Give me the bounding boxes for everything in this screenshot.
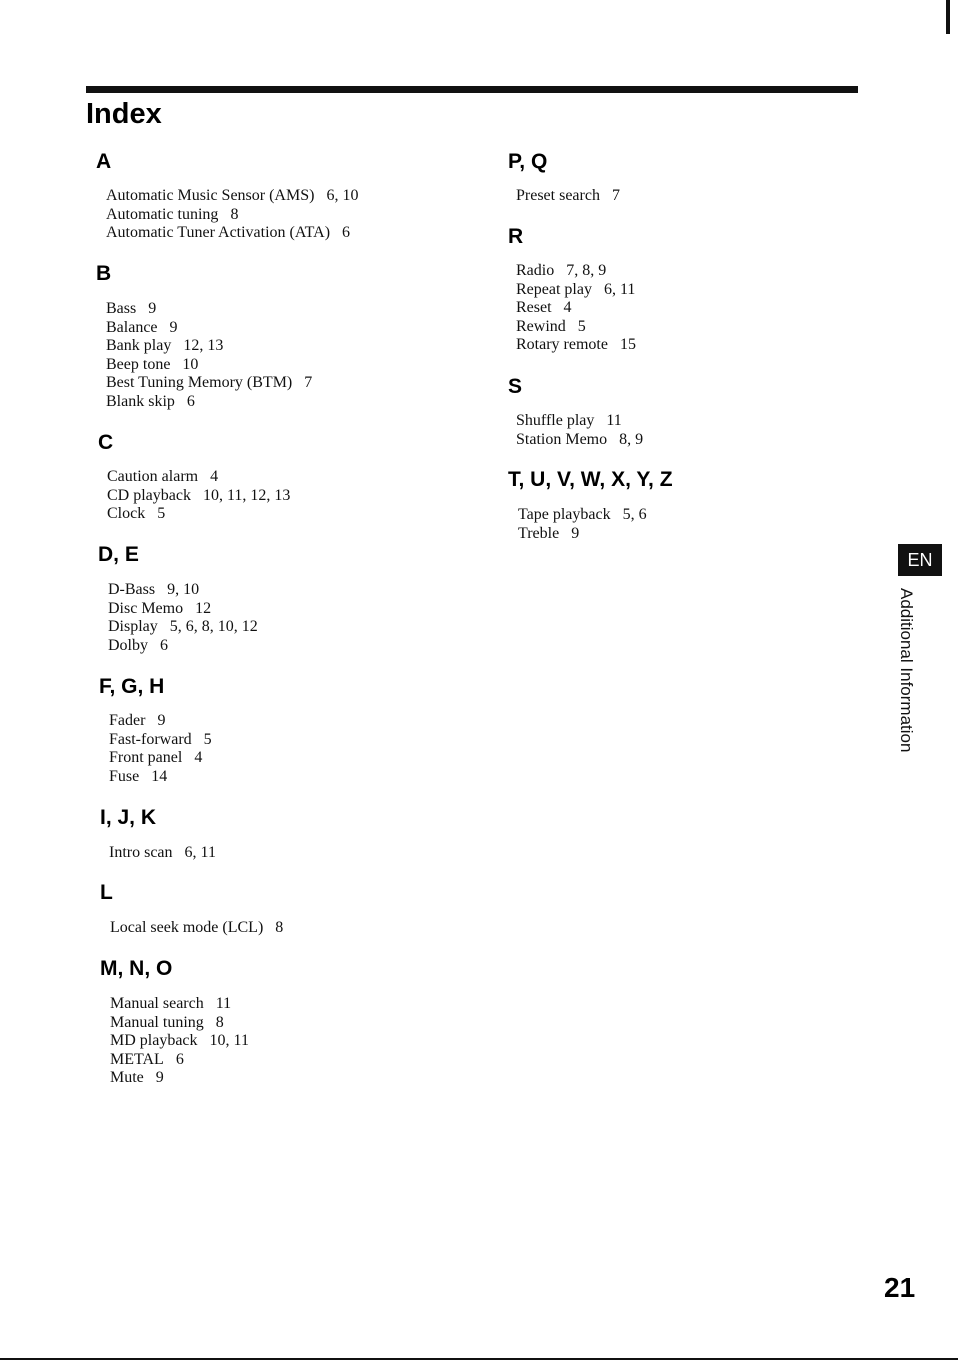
index-entry xyxy=(106,300,312,319)
index-entry xyxy=(106,393,312,412)
entry-pages: 12, 13 xyxy=(183,337,224,355)
entry-term: MD playback xyxy=(110,1032,198,1050)
index-entry xyxy=(106,337,312,356)
entry-term: METAL xyxy=(110,1050,164,1068)
entry-term: Blank skip xyxy=(106,392,175,410)
entry-term: Preset search xyxy=(516,187,600,204)
entry-term: Bank play xyxy=(106,337,172,355)
entry-term: Automatic tuning xyxy=(106,205,219,223)
section-entries xyxy=(106,187,358,243)
index-entry xyxy=(107,468,290,487)
entry-pages: 9 xyxy=(148,300,157,317)
index-entry xyxy=(516,281,636,300)
entry-term: Manual tuning xyxy=(110,1013,204,1031)
entry-pages: 4 xyxy=(194,749,203,767)
entry-pages: 4 xyxy=(563,299,572,317)
index-entry xyxy=(516,187,620,206)
index-entry xyxy=(110,1069,249,1088)
entry-term: Clock xyxy=(107,505,146,523)
section-entries xyxy=(516,187,620,206)
entry-pages: 15 xyxy=(619,336,636,354)
entry-pages: 6, 10 xyxy=(326,187,359,204)
entry-pages: 6, 11 xyxy=(184,844,216,861)
index-entry xyxy=(516,299,636,318)
index-entry xyxy=(108,618,258,637)
section-heading: A xyxy=(96,150,112,173)
index-entry xyxy=(108,637,258,656)
section-entries xyxy=(108,581,258,655)
index-entry xyxy=(106,356,312,375)
index-entry xyxy=(107,505,290,524)
section-entries xyxy=(110,995,249,1088)
section-heading: T, U, V, W, X, Y, Z xyxy=(508,468,673,491)
section-entries xyxy=(109,844,216,863)
index-entry xyxy=(108,581,258,600)
index-entry xyxy=(516,336,636,355)
section-heading: S xyxy=(508,375,523,398)
entry-pages: 9 xyxy=(157,712,166,729)
entry-term: Treble xyxy=(518,524,560,542)
index-entry xyxy=(106,319,312,338)
index-entry xyxy=(106,206,358,225)
section-heading: D, E xyxy=(98,543,139,566)
entry-term: Balance xyxy=(106,318,158,336)
index-entry xyxy=(109,712,212,731)
entry-pages: 12 xyxy=(195,599,212,617)
entry-pages: 7 xyxy=(304,374,313,392)
section-heading: C xyxy=(98,431,114,454)
entry-pages: 4 xyxy=(210,468,219,485)
entry-pages: 8 xyxy=(215,1013,224,1031)
index-entry xyxy=(110,1032,249,1051)
index-entry xyxy=(106,224,358,243)
entry-pages: 5, 6 xyxy=(622,506,647,523)
entry-pages: 9 xyxy=(571,524,580,542)
page-number: 21 xyxy=(884,1272,916,1303)
entry-term: Beep tone xyxy=(106,355,171,373)
entry-pages: 10, 11 xyxy=(209,1032,249,1050)
index-entry xyxy=(106,187,358,206)
entry-term: Rotary remote xyxy=(516,336,608,354)
entry-term: Automatic Tuner Activation (ATA) xyxy=(106,224,331,242)
section-heading: L xyxy=(100,881,113,904)
entry-term: Bass xyxy=(106,300,137,317)
side-section-label: Additional Information xyxy=(897,588,916,753)
entry-term: Rewind xyxy=(516,317,566,335)
index-entry xyxy=(108,600,258,619)
index-entry xyxy=(107,487,290,506)
entry-pages: 6 xyxy=(175,1050,184,1068)
entry-pages: 14 xyxy=(151,767,168,785)
entry-pages: 6 xyxy=(342,224,351,242)
entry-pages: 9, 10 xyxy=(167,581,200,598)
section-heading: M, N, O xyxy=(100,957,173,980)
entry-pages: 8, 9 xyxy=(619,430,644,448)
entry-term: Best Tuning Memory (BTM) xyxy=(106,374,293,392)
entry-term: Fast-forward xyxy=(109,730,192,748)
entry-term: D-Bass xyxy=(108,581,156,598)
entry-term: Fuse xyxy=(109,767,140,785)
entry-pages: 5 xyxy=(157,505,166,523)
entry-pages: 7 xyxy=(611,187,620,204)
entry-pages: 5 xyxy=(577,317,586,335)
section-heading: B xyxy=(96,262,112,285)
entry-pages: 5, 6, 8, 10, 12 xyxy=(169,618,258,636)
section-heading: I, J, K xyxy=(100,806,157,829)
index-entry xyxy=(110,1014,249,1033)
entry-term: Tape playback xyxy=(518,506,611,523)
entry-term: Automatic Music Sensor (AMS) xyxy=(106,187,315,204)
language-tab: EN xyxy=(898,544,942,576)
section-entries xyxy=(106,300,312,412)
section-entries xyxy=(107,468,290,524)
entry-term: CD playback xyxy=(107,486,191,504)
index-entry xyxy=(109,768,212,787)
entry-term: Reset xyxy=(516,299,552,317)
entry-term: Station Memo xyxy=(516,430,608,448)
section-heading: R xyxy=(508,225,524,248)
entry-pages: 9 xyxy=(169,318,178,336)
entry-pages: 6, 11 xyxy=(603,280,636,298)
index-entry xyxy=(518,506,647,525)
index-entry xyxy=(110,1051,249,1070)
entry-pages: 5 xyxy=(203,730,212,748)
header-rule xyxy=(86,86,858,93)
bottom-edge-rule xyxy=(0,1358,958,1360)
index-entry xyxy=(110,919,283,938)
section-heading: P, Q xyxy=(508,150,548,173)
entry-term: Intro scan xyxy=(109,844,173,861)
entry-pages: 10 xyxy=(182,355,199,373)
entry-term: Dolby xyxy=(108,636,148,654)
entry-term: Mute xyxy=(110,1069,144,1087)
entry-pages: 10, 11, 12, 13 xyxy=(202,486,291,504)
entry-term: Disc Memo xyxy=(108,599,184,617)
entry-pages: 6 xyxy=(186,392,195,410)
index-entry xyxy=(109,844,216,863)
crop-mark xyxy=(946,0,950,34)
index-entry xyxy=(516,262,636,281)
section-entries xyxy=(518,506,647,543)
entry-pages: 11 xyxy=(215,995,232,1012)
page-title: Index xyxy=(86,98,162,130)
entry-pages: 8 xyxy=(275,919,284,936)
entry-term: Front panel xyxy=(109,749,183,767)
index-entry xyxy=(518,525,647,544)
entry-term: Fader xyxy=(109,712,146,729)
index-entry xyxy=(109,731,212,750)
index-entry xyxy=(516,431,643,450)
entry-term: Manual search xyxy=(110,995,204,1012)
section-entries xyxy=(516,262,636,355)
index-entry xyxy=(516,412,643,431)
section-entries xyxy=(109,712,212,786)
section-entries xyxy=(110,919,283,938)
index-entry xyxy=(110,995,249,1014)
entry-term: Caution alarm xyxy=(107,468,199,485)
index-entry xyxy=(109,749,212,768)
entry-pages: 11 xyxy=(606,412,622,429)
entry-term: Local seek mode (LCL) xyxy=(110,919,264,936)
entry-term: Radio xyxy=(516,262,555,279)
entry-term: Repeat play xyxy=(516,280,592,298)
section-entries xyxy=(516,412,643,449)
index-entry xyxy=(106,374,312,393)
entry-pages: 9 xyxy=(155,1069,164,1087)
section-heading: F, G, H xyxy=(99,675,165,698)
entry-pages: 7, 8, 9 xyxy=(566,262,607,279)
entry-term: Display xyxy=(108,618,158,636)
entry-pages: 8 xyxy=(230,205,239,223)
index-entry xyxy=(516,318,636,337)
entry-pages: 6 xyxy=(160,636,168,654)
entry-term: Shuffle play xyxy=(516,412,595,429)
